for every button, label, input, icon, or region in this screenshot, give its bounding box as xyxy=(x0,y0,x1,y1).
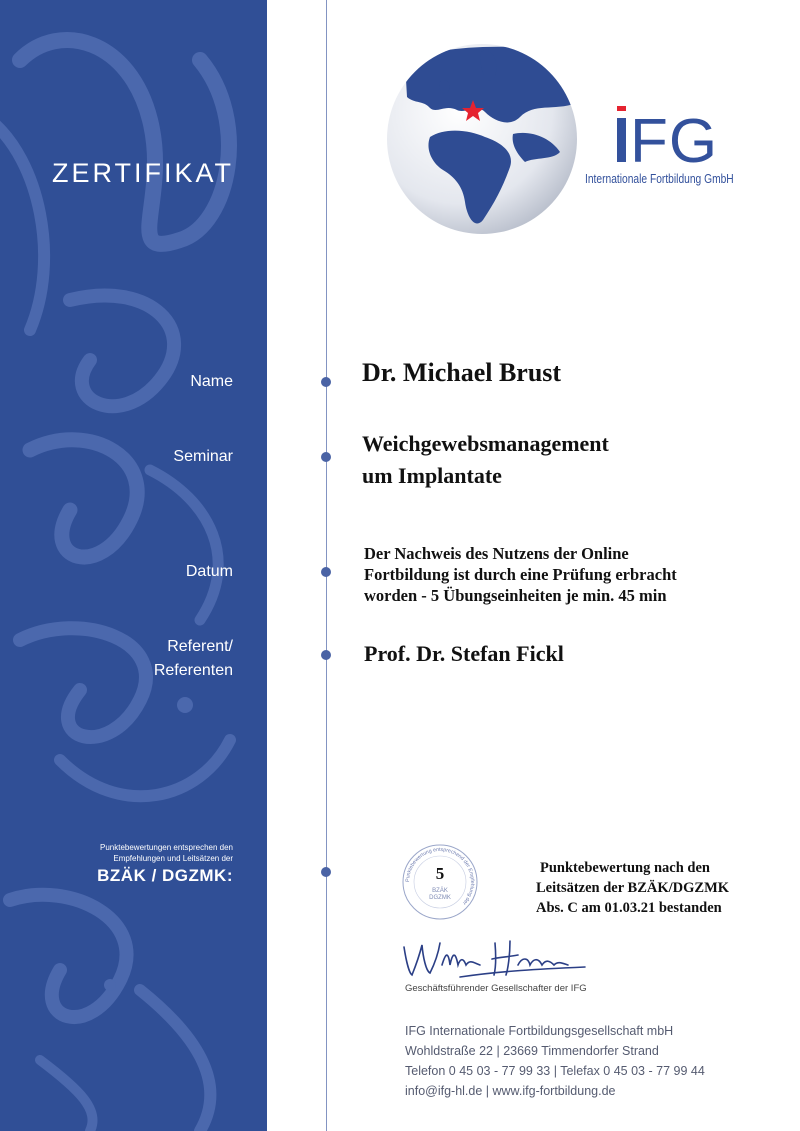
signature-caption: Geschäftsführender Gesellschafter der IFG xyxy=(405,983,587,994)
contact-phone: Telefon 0 45 03 - 77 99 33 | Telefax 0 45 03 - 77 99 44 xyxy=(405,1064,705,1078)
participant-name: Dr. Michael Brust xyxy=(362,358,562,387)
certificate-heading: ZERTIFIKAT xyxy=(51,158,234,188)
seminar-title-line2: um Implantate xyxy=(362,463,502,488)
label-seminar: Seminar xyxy=(173,448,233,465)
contact-company: IFG Internationale Fortbildungsgesellschaft mbH xyxy=(405,1024,674,1038)
datum-text xyxy=(364,543,677,606)
points-line2: Leitsätzen der BZÄK/DGZMK xyxy=(536,880,730,896)
seal-points: 5 xyxy=(435,864,445,883)
datum-line2: Fortbildung ist durch eine Prüfung erbracht xyxy=(364,565,677,584)
points-statement xyxy=(536,858,729,918)
bullet-seminar xyxy=(321,452,331,462)
points-note-line2: Empfehlungen und Leitsätzen der xyxy=(113,854,233,863)
points-line1: Punktebewertung nach den xyxy=(540,860,710,876)
bullet-name xyxy=(321,377,331,387)
bullet-datum xyxy=(321,567,331,577)
company-subtitle: Internationale Fortbildung GmbH xyxy=(585,172,734,186)
ifg-logo xyxy=(613,100,723,166)
label-referent-line1: Referent/ xyxy=(167,638,233,655)
seminar-title xyxy=(362,428,609,492)
referent-name: Prof. Dr. Stefan Fickl xyxy=(364,641,564,666)
datum-line3: worden - 5 Übungseinheiten je min. 45 min xyxy=(364,586,667,605)
signature-icon xyxy=(400,935,590,983)
divider-line xyxy=(326,0,327,1131)
datum-line1: Der Nachweis des Nutzens der Online xyxy=(364,544,629,563)
seminar-title-line1: Weichgewebsmanagement xyxy=(362,431,609,456)
points-seal-icon xyxy=(400,842,480,922)
svg-text:FG: FG xyxy=(630,107,719,166)
contact-address: Wohldstraße 22 | 23669 Timmendorfer Strand xyxy=(405,1044,659,1058)
label-datum: Datum xyxy=(185,563,233,580)
bzaek-label: BZÄK / DGZMK: xyxy=(97,866,233,885)
points-note xyxy=(13,842,233,864)
contact-web: info@ifg-hl.de | www.ifg-fortbildung.de xyxy=(405,1084,616,1098)
points-line3: Abs. C am 01.03.21 bestanden xyxy=(536,900,722,916)
seal-ring-text: Punktebewertung entsprechend der Empfehlung der xyxy=(404,846,476,906)
label-referent xyxy=(154,635,233,683)
seal-line2: DGZMK xyxy=(429,895,451,901)
seal-line1: BZÄK xyxy=(432,888,448,894)
points-note-line1: Punktebewertungen entsprechen den xyxy=(100,843,233,852)
label-referent-line2: Referenten xyxy=(153,662,233,679)
sidebar xyxy=(0,0,267,1131)
bullet-referent xyxy=(321,650,331,660)
bullet-bzaek xyxy=(321,867,331,877)
label-name: Name xyxy=(190,373,233,390)
globe-icon xyxy=(385,42,580,237)
